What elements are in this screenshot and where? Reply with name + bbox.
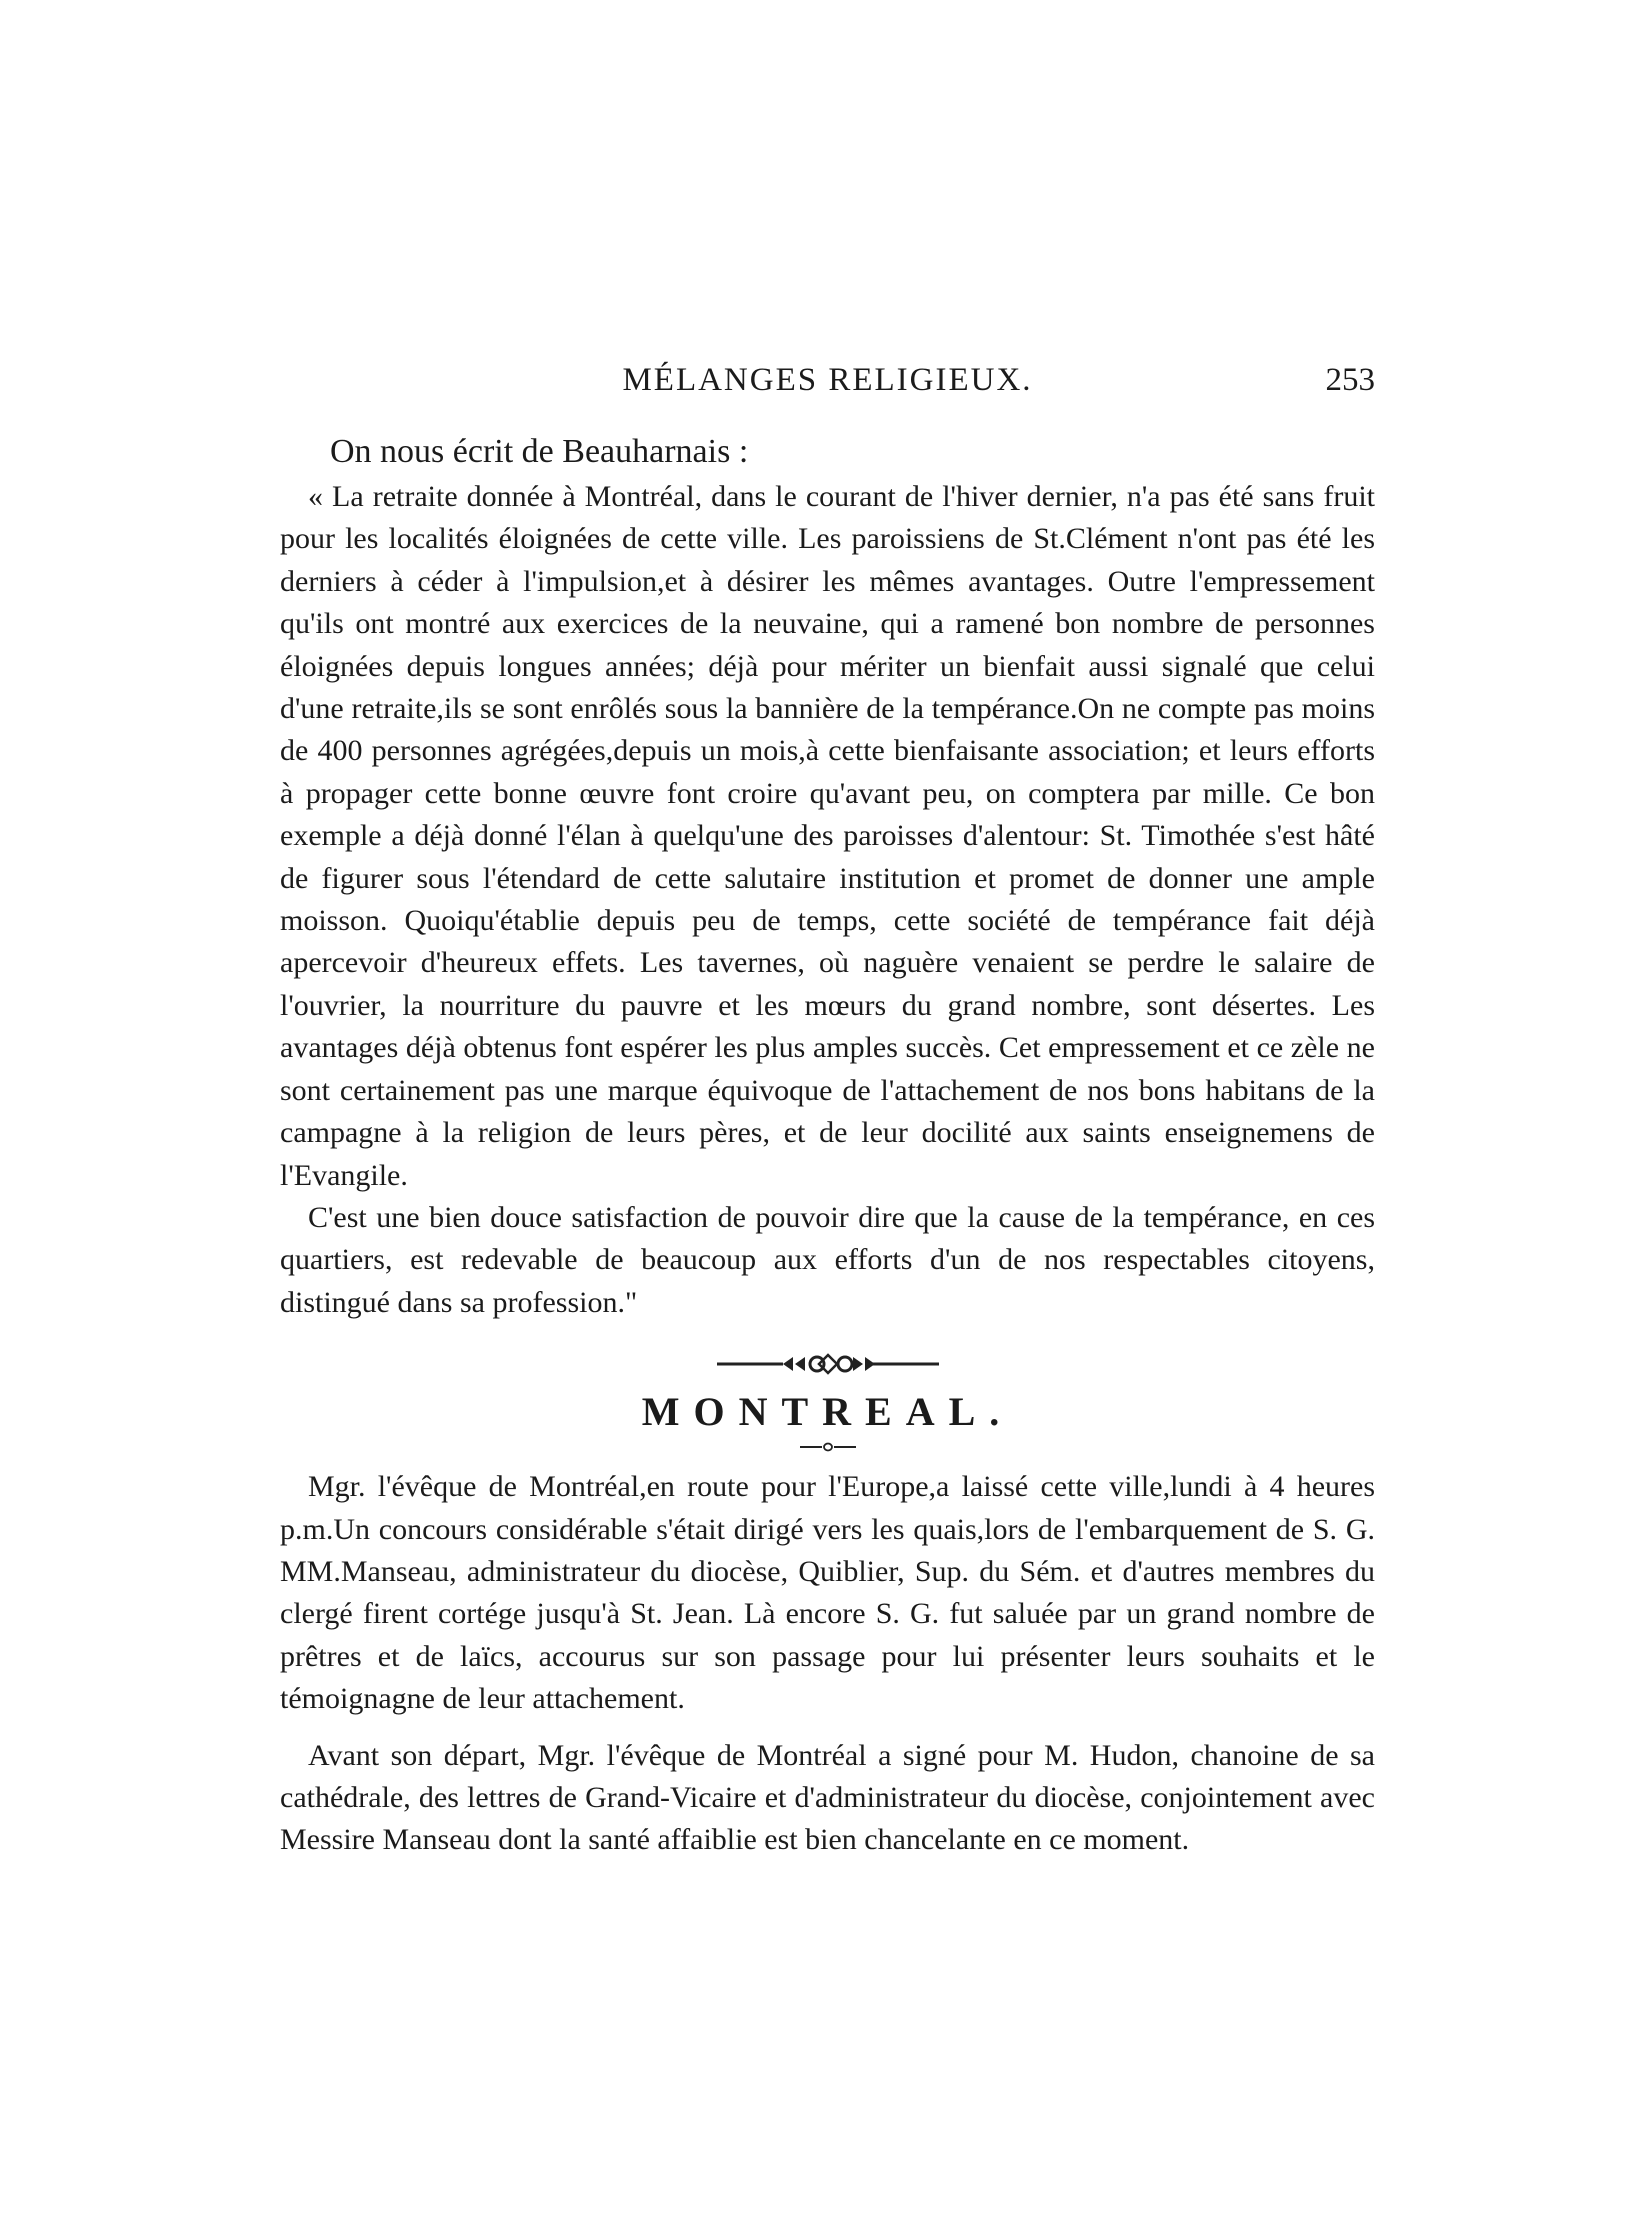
article-paragraph-2: C'est une bien douce satisfaction de pouvoir dire que la cause de la tempérance, en ces quartiers, est redevable de beaucoup aux efforts d'un de nos respectables citoyens, distingué dans sa profession." bbox=[280, 1200, 1375, 1319]
article-paragraph-1: « La retraite donnée à Montréal, dans le courant de l'hiver dernier, n'a pas été sans fruit pour les localités éloignées de cette ville. Les paroissiens de St.Clément n'ont pas été les derniers à céder à l'impulsion,et à désirer les mêmes avantages. Outre l'empressement qu'ils ont montré aux exercices de la neuvaine, qui a ramené bon nombre de personnes éloignées depuis longues années; déjà pour mériter un bienfait aussi signalé que celui d'une retraite,ils se sont enrôlés sous la bannière de la tempérance.On ne compte pas moins de 400 personnes agrégées,depuis un mois,à cette bienfaisante association; et leurs efforts à propager cette bonne œuvre font croire qu'avant peu, on comptera par mille. Ce bon exemple a déjà donné l'élan à quelqu'une des paroisses d'alentour: St. Timothée s'est hâté de figurer sous l'étendard de cette salutaire institution et promet de donner une ample moisson. Quoiqu'établie depuis peu de temps, cette société de tempérance fait déjà apercevoir d'heureux effets. Les tavernes, où naguère venaient se perdre le salaire de l'ouvrier, la nourriture du pauvre et les mœurs du grand nombre, sont désertes. Les avantages déjà obtenus font espérer les plus amples succès. Cet empressement et ce zèle ne sont certainement pas une marque équivoque de l'attachement de nos bons habitans de la campagne à la religion de leurs pères, et de leur docilité aux saints enseignemens de l'Evangile. bbox=[280, 480, 1375, 1192]
article-intro: On nous écrit de Beauharnais : bbox=[330, 433, 749, 470]
running-head bbox=[280, 362, 1375, 412]
running-head-title: MÉLANGES RELIGIEUX. bbox=[622, 362, 1033, 398]
ornamental-divider-icon bbox=[713, 1352, 943, 1376]
text-column bbox=[280, 430, 1375, 1862]
section-paragraph-2: Avant son départ, Mgr. l'évêque de Montréal a signé pour M. Hudon, chanoine de sa cathédrale, des lettres de Grand-Vicaire et d'administrateur du diocèse, conjointement avec Messire Manseau dont la santé affaiblie est bien chancelante en ce moment. bbox=[280, 1738, 1375, 1857]
section-paragraph-1: Mgr. l'évêque de Montréal,en route pour l'Europe,a laissé cette ville,lundi à 4 heures p.m.Un concours considérable s'était dirigé vers les quais,lors de l'embarquement de S. G. MM.Manseau, administrateur du diocèse, Quiblier, Sup. du Sém. et d'autres membres du clergé firent cortége jusqu'à St. Jean. Là encore S. G. fut saluée par un grand nombre de prêtres et de laïcs, accourus sur son passage pour lui présenter leurs souhaits et le témoignagne de leur attachement. bbox=[280, 1470, 1375, 1716]
ornamental-divider bbox=[280, 1346, 1375, 1384]
page-number: 253 bbox=[1325, 362, 1375, 398]
small-divider bbox=[280, 1436, 1375, 1458]
small-divider-icon bbox=[798, 1440, 858, 1454]
section-title: MONTREAL. bbox=[641, 1389, 1014, 1435]
